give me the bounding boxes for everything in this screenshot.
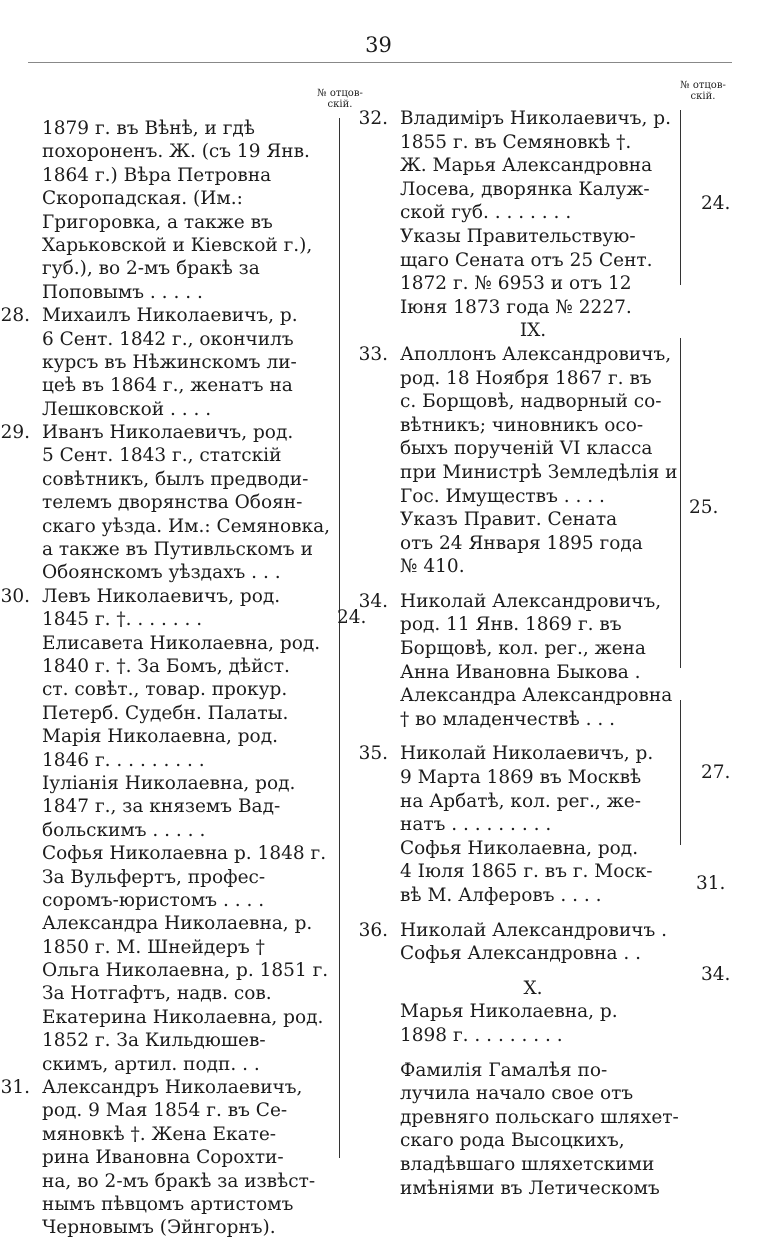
- line-text: Скоропадская. (Им.:: [42, 188, 243, 210]
- line-text: Иванъ Николаевичъ, род.: [42, 422, 294, 444]
- line-text: 1847 г., за княземъ Вад-: [42, 796, 281, 818]
- entry-number: 28.: [0, 305, 30, 327]
- text-line: [30, 959, 330, 982]
- entry-number: 29.: [0, 422, 30, 444]
- text-line: [388, 966, 688, 977]
- text-line: [388, 942, 688, 966]
- text-line: [388, 201, 688, 225]
- line-text: За Нотгафтъ, надв. сов.: [42, 983, 272, 1005]
- line-text: натъ . . . . . . . . .: [400, 814, 552, 836]
- line-text: скимъ, артил. подп. . .: [42, 1053, 260, 1075]
- text-line: [388, 1153, 688, 1177]
- line-text: Марья Николаевна, р.: [400, 1001, 618, 1023]
- line-text: 1855 г. въ Семяновкѣ †.: [400, 131, 632, 153]
- line-text: скаго рода Высоцкихъ,: [400, 1130, 625, 1152]
- right-ref-1: 24.: [701, 193, 731, 214]
- line-text: скаго уѣзда. Им.: Семяновка,: [42, 515, 331, 537]
- line-text: Марія Николаевна, род.: [42, 726, 278, 748]
- line-text: отъ 24 Января 1895 года: [400, 532, 643, 554]
- line-text: Обоянскомъ уѣздахъ . . .: [42, 562, 281, 584]
- right-ref-4: 31.: [696, 873, 726, 894]
- text-line: [388, 249, 688, 273]
- line-text: владѣвшаго шляхетскими: [400, 1153, 655, 1175]
- text-line: [388, 908, 688, 919]
- line-text: Григоровка, а также въ: [42, 211, 273, 233]
- line-text: Александра Александровна: [400, 685, 673, 707]
- text-line: [30, 1006, 330, 1029]
- text-line: [30, 936, 330, 959]
- line-text: 4 Іюля 1865 г. въ г. Моск-: [400, 861, 653, 883]
- text-line: [30, 538, 330, 561]
- text-line: [30, 351, 330, 374]
- line-text: на Арбатѣ, кол. рег., же-: [400, 790, 641, 812]
- text-line: [388, 532, 688, 556]
- line-text: мяновкѣ †. Жена Екате-: [42, 1123, 277, 1145]
- text-line: [388, 684, 688, 708]
- text-line: [30, 491, 330, 514]
- text-line: [30, 889, 330, 912]
- text-line: [388, 154, 688, 178]
- line-text: Аполлонъ Александровичъ,: [400, 343, 672, 365]
- line-text: рина Ивановна Сорохти-: [42, 1147, 284, 1169]
- text-line: [30, 632, 330, 655]
- entry-first-line: [358, 107, 688, 131]
- line-text: 1845 г. †. . . . . . .: [42, 609, 203, 631]
- text-line: [388, 708, 688, 732]
- text-line: [30, 164, 330, 187]
- line-text: Владиміръ Николаевичъ, р.: [400, 108, 672, 129]
- line-text: губ.), во 2-мъ бракѣ за: [42, 258, 260, 280]
- text-line: [388, 131, 688, 155]
- entry-first-line: [358, 590, 688, 614]
- text-line: [30, 187, 330, 210]
- line-text: Гос. Имуществъ . . . .: [400, 485, 605, 507]
- text-line: [388, 579, 688, 590]
- entry-first-line: [358, 919, 688, 943]
- right-rule-a: [680, 110, 681, 285]
- line-text: 1898 г. . . . . . . . .: [400, 1024, 563, 1046]
- text-line: [30, 772, 330, 795]
- text-line: [30, 515, 330, 538]
- text-line: [30, 257, 330, 280]
- line-text: ской губ. . . . . . . .: [400, 202, 572, 224]
- entry-number: 33.: [358, 343, 388, 365]
- text-line: [30, 702, 330, 725]
- line-text: совѣтникъ, былъ предводи-: [42, 468, 309, 490]
- text-line: [388, 272, 688, 296]
- text-line: [388, 296, 688, 320]
- line-text: † во младенчествѣ . . .: [400, 708, 616, 730]
- text-line: [30, 211, 330, 234]
- line-text: лучила начало свое отъ: [400, 1083, 634, 1105]
- text-line: [388, 731, 688, 742]
- text-line: [30, 1029, 330, 1052]
- text-line: [30, 608, 330, 631]
- text-line: [30, 795, 330, 818]
- right-column-header: № отцов- скій.: [680, 80, 726, 102]
- text-line: [388, 485, 688, 509]
- right-ref-3: 27.: [701, 762, 731, 783]
- line-text: Николай Александровичъ,: [400, 590, 662, 612]
- text-line: [30, 468, 330, 491]
- entry-first-line: [0, 421, 330, 444]
- line-text: ст. совѣт., товар. прокур.: [42, 679, 288, 701]
- text-line: [30, 749, 330, 772]
- text-line: [30, 398, 330, 421]
- text-line: [30, 912, 330, 935]
- line-text: имѣніями въ Летическомъ: [400, 1177, 660, 1199]
- line-text: Екатерина Николаевна, род.: [42, 1006, 324, 1028]
- line-text: древняго польскаго шляхет-: [400, 1106, 679, 1128]
- text-line: [388, 637, 688, 661]
- entry-number: 34.: [358, 590, 388, 612]
- text-line: [30, 374, 330, 397]
- text-line: [30, 561, 330, 584]
- line-text: а также въ Путивльскомъ и: [42, 539, 313, 561]
- line-text: Николай Николаевичъ, р.: [400, 743, 654, 765]
- text-line: [388, 790, 688, 814]
- line-text: Черновымъ (Эйнгорнъ).: [42, 1217, 276, 1239]
- entry-first-line: [0, 1076, 330, 1099]
- line-text: Александръ Николаевичъ,: [42, 1077, 303, 1099]
- text-line: [388, 1048, 688, 1059]
- line-text: на, во 2-мъ бракѣ за извѣст-: [42, 1170, 316, 1192]
- text-line: [388, 1000, 688, 1024]
- text-line: [388, 367, 688, 391]
- left-column: [0, 117, 331, 1240]
- text-line: [30, 1216, 330, 1239]
- section-numeral: X.: [523, 977, 543, 999]
- entry-number: 36.: [358, 919, 388, 941]
- line-text: похороненъ. Ж. (съ 19 Янв.: [42, 141, 310, 163]
- text-line: [388, 661, 688, 685]
- line-text: вѣтникъ; чиновникъ осо-: [400, 414, 644, 436]
- line-text: Александра Николаевна, р.: [42, 913, 313, 935]
- text-line: [388, 613, 688, 637]
- right-column: [358, 107, 688, 1200]
- text-line: [388, 1177, 688, 1201]
- text-line: [30, 117, 330, 140]
- line-text: Борщовѣ, кол. рег., жена: [400, 638, 646, 660]
- line-text: больскимъ . . . . .: [42, 819, 206, 841]
- entry-first-line: [0, 585, 330, 608]
- text-line: [388, 437, 688, 461]
- text-line: [388, 555, 688, 579]
- line-text: 1864 г.) Вѣра Петровна: [42, 164, 272, 186]
- line-text: 1852 г. За Кильдюшев-: [42, 1030, 266, 1052]
- line-text: 1850 г. М. Шнейдеръ †: [42, 936, 265, 958]
- line-text: нымъ пѣвцомъ артистомъ: [42, 1193, 294, 1215]
- text-line: [388, 178, 688, 202]
- text-line: [30, 1193, 330, 1216]
- entry-number: 35.: [358, 743, 388, 765]
- line-text: 9 Марта 1869 въ Москвѣ: [400, 767, 642, 789]
- line-text: телемъ дворянства Обоян-: [42, 492, 303, 514]
- text-line: [388, 461, 688, 485]
- line-text: род. 11 Янв. 1869 г. въ: [400, 614, 622, 636]
- line-text: Анна Ивановна Быкова .: [400, 661, 641, 683]
- text-line: [30, 1099, 330, 1122]
- page-number: 39: [365, 33, 392, 57]
- line-text: 6 Сент. 1842 г., окончилъ: [42, 328, 294, 350]
- line-text: вѣ М. Алферовъ . . . .: [400, 885, 602, 906]
- line-text: № 410.: [400, 556, 465, 578]
- text-line: [30, 1146, 330, 1169]
- left-ref-rule: [339, 118, 340, 1158]
- header-rule: [28, 62, 732, 63]
- text-line: [30, 234, 330, 257]
- line-text: курсъ въ Нѣжинскомъ ли-: [42, 351, 297, 373]
- line-text: Левъ Николаевичъ, род.: [42, 585, 281, 607]
- section-numeral: IX.: [519, 320, 547, 342]
- line-text: Іюня 1873 года № 2227.: [400, 296, 632, 318]
- line-text: Ж. Марья Александровна: [400, 155, 653, 177]
- text-line: [30, 1053, 330, 1076]
- line-text: щаго Сената отъ 25 Сент.: [400, 249, 653, 271]
- line-text: 5 Сент. 1843 г., статскій: [42, 445, 282, 467]
- line-text: Петерб. Судебн. Палаты.: [42, 702, 289, 724]
- text-line: [388, 508, 688, 532]
- text-line: [30, 1123, 330, 1146]
- text-line: [30, 1170, 330, 1193]
- line-text: быхъ порученій VI класса: [400, 438, 653, 460]
- text-line: [388, 1129, 688, 1153]
- entry-number: 30.: [0, 585, 30, 607]
- line-text: Ольга Николаевна, р. 1851 г.: [42, 960, 329, 982]
- right-rule-b: [680, 338, 681, 668]
- text-line: [30, 328, 330, 351]
- text-line: [30, 819, 330, 842]
- text-line: [30, 678, 330, 701]
- line-text: род. 9 Мая 1854 г. въ Се-: [42, 1100, 288, 1122]
- entry-first-line: [358, 343, 688, 367]
- entry-first-line: [358, 742, 688, 766]
- line-text: цеѣ въ 1864 г., женатъ на: [42, 375, 293, 397]
- line-text: Лосева, дворянка Калуж-: [400, 178, 650, 200]
- text-line: [388, 860, 688, 884]
- text-line: [388, 225, 688, 249]
- text-line: [388, 1024, 688, 1048]
- line-text: 1872 г. № 6953 и отъ 12: [400, 273, 632, 295]
- text-line: [388, 766, 688, 790]
- line-text: 1840 г. †. За Бомъ, дѣйст.: [42, 655, 290, 677]
- line-text: Лешковской . . . .: [42, 398, 212, 420]
- line-text: род. 18 Ноября 1867 г. въ: [400, 367, 652, 389]
- text-line: [388, 837, 688, 861]
- right-ref-5: 34.: [701, 964, 731, 985]
- line-text: 1879 г. въ Вѣнѣ, и гдѣ: [42, 118, 255, 139]
- text-line: [388, 1059, 688, 1083]
- text-line: [30, 140, 330, 163]
- text-line: [388, 813, 688, 837]
- section-heading: [388, 319, 678, 343]
- line-text: За Вульфертъ, профес-: [42, 866, 266, 888]
- line-text: Софья Александровна . .: [400, 943, 642, 965]
- text-line: [30, 725, 330, 748]
- text-line: [388, 414, 688, 438]
- text-line: [388, 884, 688, 908]
- line-text: при Министрѣ Земледѣлія и: [400, 461, 678, 483]
- text-line: [30, 444, 330, 467]
- text-line: [388, 1082, 688, 1106]
- text-line: [388, 1106, 688, 1130]
- left-ref: 24.: [337, 607, 367, 628]
- line-text: Софья Николаевна, род.: [400, 837, 639, 859]
- line-text: Михаилъ Николаевичъ, р.: [42, 305, 298, 327]
- line-text: с. Борщовѣ, надворный со-: [400, 391, 662, 413]
- entry-number: 32.: [358, 108, 388, 129]
- line-text: Софья Николаевна р. 1848 г.: [42, 843, 327, 865]
- left-column-header: № отцов- скій.: [317, 88, 363, 110]
- text-line: [30, 281, 330, 304]
- text-line: [388, 390, 688, 414]
- line-text: 1846 г. . . . . . . . .: [42, 749, 205, 771]
- line-text: Указъ Правит. Сената: [400, 509, 618, 531]
- line-text: Фамилія Гамалѣя по-: [400, 1059, 608, 1081]
- line-text: Поповымъ . . . . .: [42, 281, 203, 303]
- text-line: [30, 982, 330, 1005]
- text-line: [30, 842, 330, 865]
- line-text: Елисавета Николаевна, род.: [42, 632, 321, 654]
- entry-first-line: [0, 304, 330, 327]
- line-text: Іуліанія Николаевна, род.: [42, 772, 296, 794]
- line-text: Указы Правительствую-: [400, 225, 636, 247]
- text-line: [30, 655, 330, 678]
- line-text: соромъ-юристомъ . . . .: [42, 889, 265, 911]
- entry-number: 31.: [0, 1077, 30, 1099]
- text-line: [30, 866, 330, 889]
- right-rule-c: [680, 700, 681, 845]
- right-ref-2: 25.: [689, 497, 719, 518]
- line-text: Харьковской и Кіевской г.),: [42, 234, 313, 256]
- line-text: Николай Александровичъ .: [400, 919, 668, 941]
- section-heading: [388, 977, 678, 1001]
